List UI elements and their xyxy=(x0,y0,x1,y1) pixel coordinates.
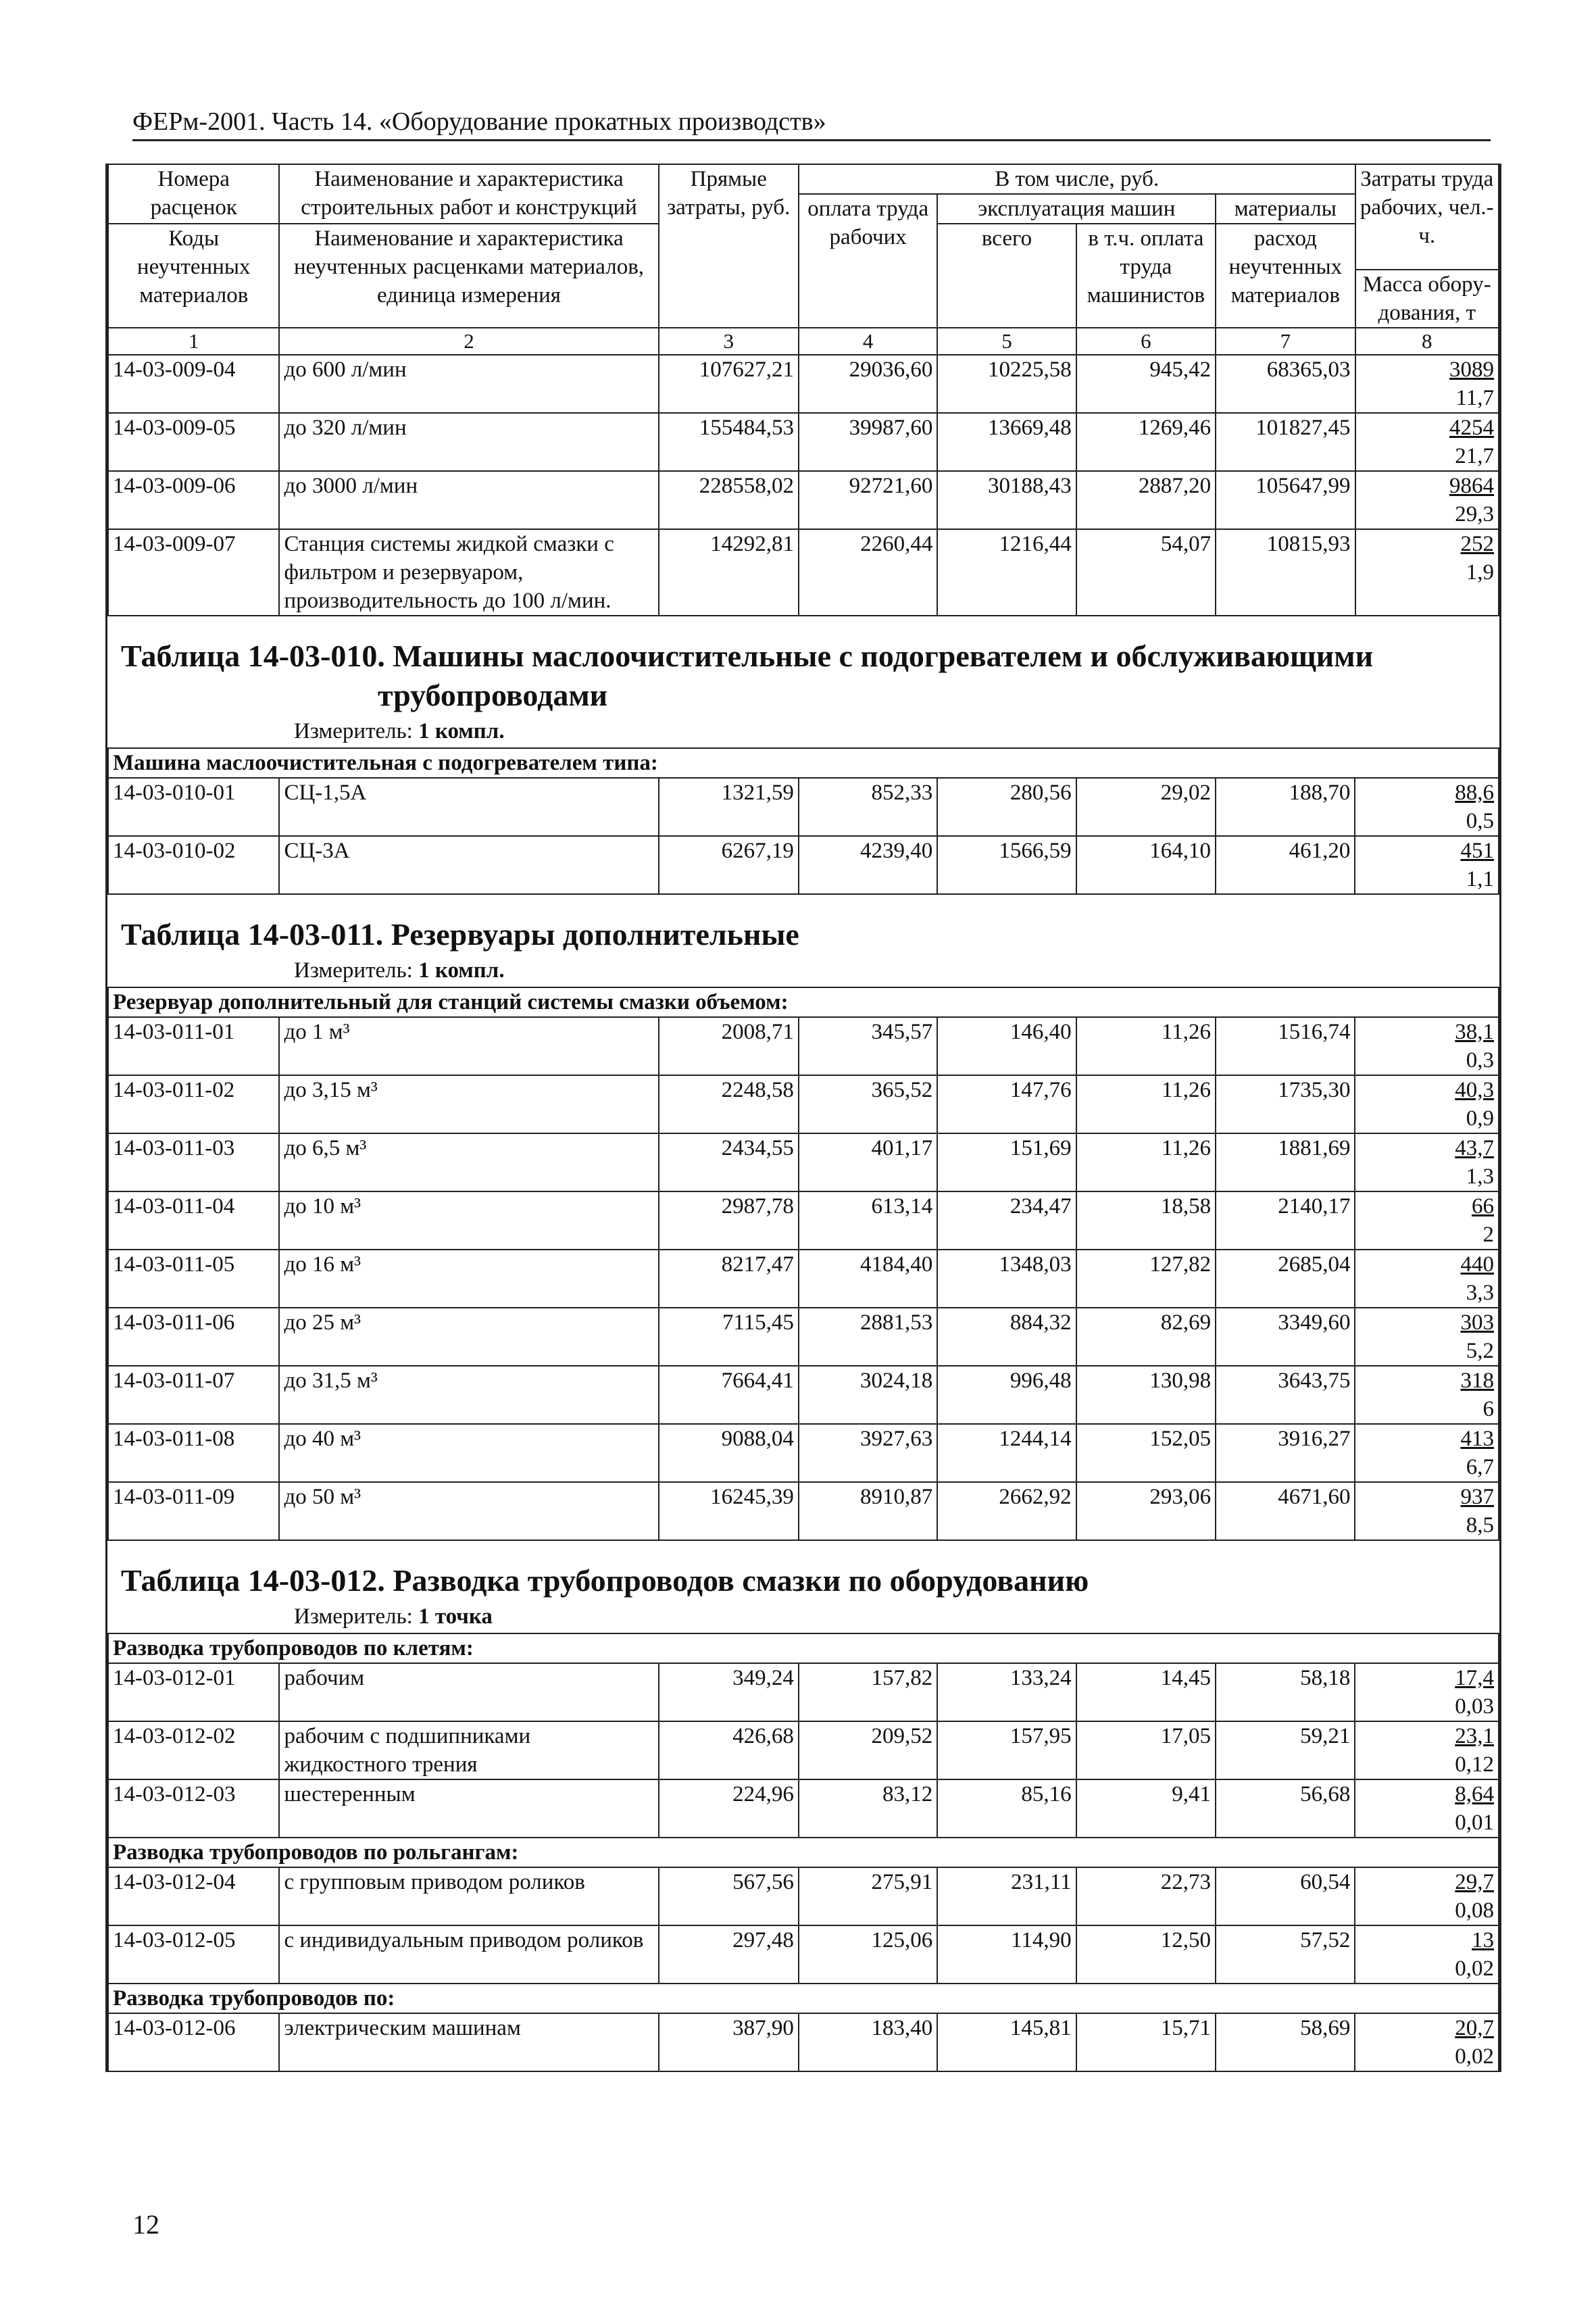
labor-and-mass xyxy=(1355,778,1499,836)
machines-total: 145,81 xyxy=(937,2013,1076,2071)
norms-table-011 xyxy=(107,987,1499,1541)
norms-frame xyxy=(105,164,1501,2072)
material-consumption: 4671,60 xyxy=(1216,1482,1355,1540)
rate-name: СЦ-1,5А xyxy=(279,778,658,836)
machines-total: 2662,92 xyxy=(937,1482,1076,1540)
group-heading: Разводка трубопроводов по: xyxy=(108,1984,1499,2013)
operator-pay: 164,10 xyxy=(1076,836,1216,894)
header-machines-total: всего xyxy=(937,224,1076,328)
labor-and-mass xyxy=(1355,1191,1499,1250)
table-row xyxy=(108,1482,1499,1540)
table-row xyxy=(108,529,1499,616)
operator-pay: 17,05 xyxy=(1076,1721,1216,1779)
column-number: 4 xyxy=(799,328,937,355)
table-row xyxy=(108,1925,1499,1984)
material-consumption: 188,70 xyxy=(1216,778,1355,836)
header-labor-costs: Затраты труда рабочих, чел.-ч. xyxy=(1355,164,1499,270)
direct-costs: 567,56 xyxy=(659,1867,799,1925)
operator-pay: 11,26 xyxy=(1076,1017,1216,1075)
labor-costs: 9864 xyxy=(1449,474,1494,498)
header-column-numbers xyxy=(108,328,1499,355)
worker-pay: 365,52 xyxy=(799,1075,937,1133)
direct-costs: 107627,21 xyxy=(659,355,799,413)
direct-costs: 2434,55 xyxy=(659,1133,799,1191)
table-row xyxy=(108,1779,1499,1838)
material-consumption: 101827,45 xyxy=(1216,413,1355,471)
header-equipment-mass: Масса обору-дования, т xyxy=(1355,270,1499,328)
labor-costs: 17,4 xyxy=(1455,1666,1494,1690)
direct-costs: 16245,39 xyxy=(659,1482,799,1540)
equipment-mass: 0,9 xyxy=(1466,1106,1494,1131)
operator-pay: 18,58 xyxy=(1076,1191,1216,1250)
operator-pay: 11,26 xyxy=(1076,1133,1216,1191)
worker-pay: 29036,60 xyxy=(799,355,937,413)
direct-costs: 155484,53 xyxy=(659,413,799,471)
direct-costs: 2987,78 xyxy=(659,1191,799,1250)
worker-pay: 39987,60 xyxy=(799,413,937,471)
machines-total: 30188,43 xyxy=(937,471,1076,529)
rate-code: 14-03-009-05 xyxy=(108,413,279,471)
worker-pay: 2881,53 xyxy=(799,1308,937,1366)
machines-total: 884,32 xyxy=(937,1308,1076,1366)
material-consumption: 58,69 xyxy=(1216,2013,1355,2071)
equipment-mass: 2 xyxy=(1482,1223,1494,1247)
labor-costs: 4254 xyxy=(1449,416,1494,440)
labor-costs: 303 xyxy=(1460,1310,1494,1335)
worker-pay: 4184,40 xyxy=(799,1250,937,1308)
material-consumption: 2685,04 xyxy=(1216,1250,1355,1308)
table-body-012-stands xyxy=(108,1663,1499,1838)
table-row xyxy=(108,471,1499,529)
labor-costs: 252 xyxy=(1460,532,1494,556)
worker-pay: 125,06 xyxy=(799,1925,937,1984)
table-row xyxy=(108,1424,1499,1482)
machines-total: 280,56 xyxy=(937,778,1076,836)
machines-total: 1244,14 xyxy=(937,1424,1076,1482)
machines-total: 231,11 xyxy=(937,1867,1076,1925)
table-row xyxy=(108,1075,1499,1133)
labor-costs: 413 xyxy=(1460,1427,1494,1451)
labor-and-mass xyxy=(1355,1779,1499,1838)
machines-total: 996,48 xyxy=(937,1366,1076,1424)
rate-name: рабочим xyxy=(279,1663,658,1721)
material-consumption: 461,20 xyxy=(1216,836,1355,894)
rate-name: до 3,15 м³ xyxy=(279,1075,658,1133)
header-direct-costs: Прямые затраты, руб. xyxy=(659,164,799,328)
header-material-consumption: расход неучтенных материалов xyxy=(1216,224,1355,328)
labor-costs: 937 xyxy=(1460,1485,1494,1509)
machines-total: 147,76 xyxy=(937,1075,1076,1133)
column-number: 1 xyxy=(108,328,279,355)
rate-name: до 600 л/мин xyxy=(279,355,658,413)
equipment-mass: 1,3 xyxy=(1466,1164,1494,1189)
labor-costs: 318 xyxy=(1460,1369,1494,1393)
table-row xyxy=(108,1366,1499,1424)
table-row xyxy=(108,1017,1499,1075)
equipment-mass: 0,3 xyxy=(1466,1048,1494,1073)
header-material-codes: Коды неучтенных материалов xyxy=(108,224,279,328)
material-consumption: 1735,30 xyxy=(1216,1075,1355,1133)
direct-costs: 297,48 xyxy=(659,1925,799,1984)
direct-costs: 14292,81 xyxy=(659,529,799,616)
operator-pay: 2887,20 xyxy=(1076,471,1216,529)
header-materials: материалы xyxy=(1216,194,1355,224)
labor-and-mass xyxy=(1355,1867,1499,1925)
table-row xyxy=(108,355,1499,413)
page-number: 12 xyxy=(132,2209,159,2240)
table-row xyxy=(108,836,1499,894)
worker-pay: 401,17 xyxy=(799,1133,937,1191)
table-row xyxy=(108,413,1499,471)
table-title-011: Таблица 14-03-011. Резервуары дополнительные xyxy=(121,917,799,952)
header-work-name: Наименование и характеристика строительных работ и конструкций xyxy=(279,164,658,224)
rate-name: до 25 м³ xyxy=(279,1308,658,1366)
direct-costs: 8217,47 xyxy=(659,1250,799,1308)
worker-pay: 345,57 xyxy=(799,1017,937,1075)
labor-and-mass xyxy=(1355,1308,1499,1366)
material-consumption: 3349,60 xyxy=(1216,1308,1355,1366)
operator-pay: 152,05 xyxy=(1076,1424,1216,1482)
machines-total: 1566,59 xyxy=(937,836,1076,894)
equipment-mass: 6 xyxy=(1482,1397,1494,1421)
equipment-mass: 29,3 xyxy=(1455,502,1494,526)
worker-pay: 3024,18 xyxy=(799,1366,937,1424)
labor-costs: 38,1 xyxy=(1455,1020,1494,1044)
rate-name: до 40 м³ xyxy=(279,1424,658,1482)
material-consumption: 1881,69 xyxy=(1216,1133,1355,1191)
rate-name: до 320 л/мин xyxy=(279,413,658,471)
labor-costs: 23,1 xyxy=(1455,1724,1494,1748)
labor-and-mass xyxy=(1355,1133,1499,1191)
table-body-012-roller-tables xyxy=(108,1867,1499,1984)
operator-pay: 130,98 xyxy=(1076,1366,1216,1424)
group-heading: Разводка трубопроводов по клетям: xyxy=(108,1633,1499,1663)
labor-and-mass xyxy=(1355,1250,1499,1308)
rate-name: с групповым приводом роликов xyxy=(279,1867,658,1925)
material-consumption: 56,68 xyxy=(1216,1779,1355,1838)
equipment-mass: 5,2 xyxy=(1466,1339,1494,1363)
operator-pay: 82,69 xyxy=(1076,1308,1216,1366)
labor-costs: 20,7 xyxy=(1455,2016,1494,2040)
operator-pay: 293,06 xyxy=(1076,1482,1216,1540)
labor-and-mass xyxy=(1355,836,1499,894)
operator-pay: 945,42 xyxy=(1076,355,1216,413)
norms-table-top xyxy=(107,164,1499,616)
labor-and-mass xyxy=(1355,1925,1499,1984)
labor-and-mass xyxy=(1355,1017,1499,1075)
direct-costs: 228558,02 xyxy=(659,471,799,529)
equipment-mass: 0,02 xyxy=(1455,1956,1494,1981)
rate-name: электрическим машинам xyxy=(279,2013,658,2071)
direct-costs: 2008,71 xyxy=(659,1017,799,1075)
equipment-mass: 1,1 xyxy=(1466,867,1494,891)
equipment-mass: 8,5 xyxy=(1466,1513,1494,1537)
equipment-mass: 0,03 xyxy=(1455,1694,1494,1719)
rate-code: 14-03-011-07 xyxy=(108,1366,279,1424)
machines-total: 1348,03 xyxy=(937,1250,1076,1308)
running-head: ФЕРм-2001. Часть 14. «Оборудование прокатных производств» xyxy=(132,107,1491,141)
machines-total: 234,47 xyxy=(937,1191,1076,1250)
rate-code: 14-03-011-03 xyxy=(108,1133,279,1191)
labor-and-mass xyxy=(1355,1366,1499,1424)
equipment-mass: 0,12 xyxy=(1455,1752,1494,1777)
rate-code: 14-03-009-04 xyxy=(108,355,279,413)
table-row xyxy=(108,1867,1499,1925)
machines-total: 151,69 xyxy=(937,1133,1076,1191)
worker-pay: 2260,44 xyxy=(799,529,937,616)
table-body-009 xyxy=(108,355,1499,616)
norms-table-010 xyxy=(107,747,1499,895)
operator-pay: 54,07 xyxy=(1076,529,1216,616)
worker-pay: 613,14 xyxy=(799,1191,937,1250)
direct-costs: 426,68 xyxy=(659,1721,799,1779)
direct-costs: 6267,19 xyxy=(659,836,799,894)
column-number: 3 xyxy=(659,328,799,355)
labor-costs: 8,64 xyxy=(1455,1782,1494,1806)
operator-pay: 14,45 xyxy=(1076,1663,1216,1721)
rate-name: Станция системы жидкой смазки с фильтром и резервуаром, производительность до 100 л/мин. xyxy=(279,529,658,616)
equipment-mass: 11,7 xyxy=(1455,386,1494,410)
meter-011: Измеритель: 1 компл. xyxy=(294,958,505,983)
rate-code: 14-03-012-05 xyxy=(108,1925,279,1984)
rate-code: 14-03-011-02 xyxy=(108,1075,279,1133)
norms-table-012 xyxy=(107,1633,1499,2072)
table-row xyxy=(108,1250,1499,1308)
material-consumption: 58,18 xyxy=(1216,1663,1355,1721)
operator-pay: 12,50 xyxy=(1076,1925,1216,1984)
labor-and-mass xyxy=(1355,2013,1499,2071)
operator-pay: 11,26 xyxy=(1076,1075,1216,1133)
labor-and-mass xyxy=(1355,1721,1499,1779)
table-title-010: Таблица 14-03-010. Машины маслоочистительные с подогревателем и обслуживающими трубопроводами xyxy=(121,639,1374,712)
material-consumption: 1516,74 xyxy=(1216,1017,1355,1075)
labor-costs: 451 xyxy=(1460,839,1494,863)
header-operator-pay: в т.ч. оплата труда машинистов xyxy=(1076,224,1216,328)
rate-code: 14-03-011-09 xyxy=(108,1482,279,1540)
material-consumption: 68365,03 xyxy=(1216,355,1355,413)
rate-name: с индивидуальным приводом роликов xyxy=(279,1925,658,1984)
labor-costs: 29,7 xyxy=(1455,1870,1494,1894)
worker-pay: 83,12 xyxy=(799,1779,937,1838)
rate-name: до 6,5 м³ xyxy=(279,1133,658,1191)
material-consumption: 60,54 xyxy=(1216,1867,1355,1925)
table-body-011 xyxy=(108,1017,1499,1540)
equipment-mass: 21,7 xyxy=(1455,444,1494,468)
labor-costs: 66 xyxy=(1472,1194,1494,1218)
worker-pay: 157,82 xyxy=(799,1663,937,1721)
table-body-010 xyxy=(108,778,1499,894)
table-header xyxy=(108,164,1499,355)
column-number: 2 xyxy=(279,328,658,355)
machines-total: 10225,58 xyxy=(937,355,1076,413)
material-consumption: 57,52 xyxy=(1216,1925,1355,1984)
worker-pay: 3927,63 xyxy=(799,1424,937,1482)
meter-010: Измеритель: 1 компл. xyxy=(294,719,505,743)
direct-costs: 1321,59 xyxy=(659,778,799,836)
meter-012: Измеритель: 1 точка xyxy=(294,1604,493,1629)
table-row xyxy=(108,1721,1499,1779)
table-row xyxy=(108,1308,1499,1366)
rate-name: до 3000 л/мин xyxy=(279,471,658,529)
rate-name: шестеренным xyxy=(279,1779,658,1838)
worker-pay: 4239,40 xyxy=(799,836,937,894)
header-including: В том числе, руб. xyxy=(799,164,1355,194)
worker-pay: 183,40 xyxy=(799,2013,937,2071)
equipment-mass: 0,5 xyxy=(1466,809,1494,833)
equipment-mass: 0,08 xyxy=(1455,1898,1494,1923)
labor-costs: 88,6 xyxy=(1455,781,1494,805)
rate-code: 14-03-011-01 xyxy=(108,1017,279,1075)
header-material-names: Наименование и характеристика неучтенных расценками материалов, единица измерения xyxy=(279,224,658,328)
rate-code: 14-03-010-01 xyxy=(108,778,279,836)
machines-total: 85,16 xyxy=(937,1779,1076,1838)
group-heading: Резервуар дополнительный для станций системы смазки объемом: xyxy=(108,987,1499,1017)
labor-costs: 40,3 xyxy=(1455,1078,1494,1102)
rate-code: 14-03-009-07 xyxy=(108,529,279,616)
rate-name: до 50 м³ xyxy=(279,1482,658,1540)
labor-and-mass xyxy=(1355,1075,1499,1133)
labor-and-mass xyxy=(1355,1424,1499,1482)
labor-and-mass xyxy=(1355,1482,1499,1540)
rate-code: 14-03-012-04 xyxy=(108,1867,279,1925)
machines-total: 146,40 xyxy=(937,1017,1076,1075)
direct-costs: 9088,04 xyxy=(659,1424,799,1482)
operator-pay: 29,02 xyxy=(1076,778,1216,836)
rate-code: 14-03-011-05 xyxy=(108,1250,279,1308)
material-consumption: 3916,27 xyxy=(1216,1424,1355,1482)
group-heading: Разводка трубопроводов по рольгангам: xyxy=(108,1838,1499,1867)
operator-pay: 15,71 xyxy=(1076,2013,1216,2071)
worker-pay: 852,33 xyxy=(799,778,937,836)
material-consumption: 105647,99 xyxy=(1216,471,1355,529)
equipment-mass: 3,3 xyxy=(1466,1281,1494,1305)
machines-total: 157,95 xyxy=(937,1721,1076,1779)
rate-code: 14-03-012-06 xyxy=(108,2013,279,2071)
rate-name: до 1 м³ xyxy=(279,1017,658,1075)
labor-costs: 43,7 xyxy=(1455,1136,1494,1160)
column-number: 6 xyxy=(1076,328,1216,355)
labor-and-mass xyxy=(1355,529,1499,616)
rate-name: до 16 м³ xyxy=(279,1250,658,1308)
rate-code: 14-03-012-02 xyxy=(108,1721,279,1779)
equipment-mass: 6,7 xyxy=(1466,1455,1494,1479)
operator-pay: 9,41 xyxy=(1076,1779,1216,1838)
table-row xyxy=(108,1663,1499,1721)
rate-code: 14-03-011-08 xyxy=(108,1424,279,1482)
table-row xyxy=(108,1133,1499,1191)
machines-total: 13669,48 xyxy=(937,413,1076,471)
direct-costs: 224,96 xyxy=(659,1779,799,1838)
labor-costs: 13 xyxy=(1472,1928,1494,1952)
table-title-012: Таблица 14-03-012. Разводка трубопроводов смазки по оборудованию xyxy=(121,1563,1089,1598)
labor-and-mass xyxy=(1355,1663,1499,1721)
table-body-012-machines xyxy=(108,2013,1499,2071)
operator-pay: 127,82 xyxy=(1076,1250,1216,1308)
rate-code: 14-03-011-04 xyxy=(108,1191,279,1250)
table-row xyxy=(108,2013,1499,2071)
header-rate-numbers: Номера расценок xyxy=(108,164,279,224)
worker-pay: 8910,87 xyxy=(799,1482,937,1540)
direct-costs: 7115,45 xyxy=(659,1308,799,1366)
machines-total: 114,90 xyxy=(937,1925,1076,1984)
worker-pay: 209,52 xyxy=(799,1721,937,1779)
machines-total: 1216,44 xyxy=(937,529,1076,616)
labor-costs: 3089 xyxy=(1449,358,1494,382)
equipment-mass: 0,01 xyxy=(1455,1811,1494,1835)
equipment-mass: 1,9 xyxy=(1466,560,1494,585)
labor-costs: 440 xyxy=(1460,1252,1494,1277)
header-machine-operation: эксплуатация машин xyxy=(937,194,1216,224)
labor-and-mass xyxy=(1355,355,1499,413)
group-heading: Машина маслоочистительная с подогревателем типа: xyxy=(108,748,1499,778)
rate-name: до 10 м³ xyxy=(279,1191,658,1250)
rate-code: 14-03-012-03 xyxy=(108,1779,279,1838)
material-consumption: 2140,17 xyxy=(1216,1191,1355,1250)
rate-code: 14-03-009-06 xyxy=(108,471,279,529)
rate-code: 14-03-012-01 xyxy=(108,1663,279,1721)
rate-code: 14-03-010-02 xyxy=(108,836,279,894)
direct-costs: 349,24 xyxy=(659,1663,799,1721)
material-consumption: 10815,93 xyxy=(1216,529,1355,616)
column-number: 7 xyxy=(1216,328,1355,355)
machines-total: 133,24 xyxy=(937,1663,1076,1721)
header-worker-pay: оплата труда рабочих xyxy=(799,194,937,328)
rate-name: до 31,5 м³ xyxy=(279,1366,658,1424)
rate-name: СЦ-3А xyxy=(279,836,658,894)
table-row xyxy=(108,1191,1499,1250)
direct-costs: 387,90 xyxy=(659,2013,799,2071)
rate-name: рабочим с подшипниками жидкостного трения xyxy=(279,1721,658,1779)
column-number: 5 xyxy=(937,328,1076,355)
operator-pay: 1269,46 xyxy=(1076,413,1216,471)
operator-pay: 22,73 xyxy=(1076,1867,1216,1925)
direct-costs: 2248,58 xyxy=(659,1075,799,1133)
material-consumption: 3643,75 xyxy=(1216,1366,1355,1424)
rate-code: 14-03-011-06 xyxy=(108,1308,279,1366)
direct-costs: 7664,41 xyxy=(659,1366,799,1424)
worker-pay: 275,91 xyxy=(799,1867,937,1925)
table-row xyxy=(108,778,1499,836)
equipment-mass: 0,02 xyxy=(1455,2044,1494,2069)
worker-pay: 92721,60 xyxy=(799,471,937,529)
labor-and-mass xyxy=(1355,413,1499,471)
column-number: 8 xyxy=(1355,328,1499,355)
material-consumption: 59,21 xyxy=(1216,1721,1355,1779)
labor-and-mass xyxy=(1355,471,1499,529)
